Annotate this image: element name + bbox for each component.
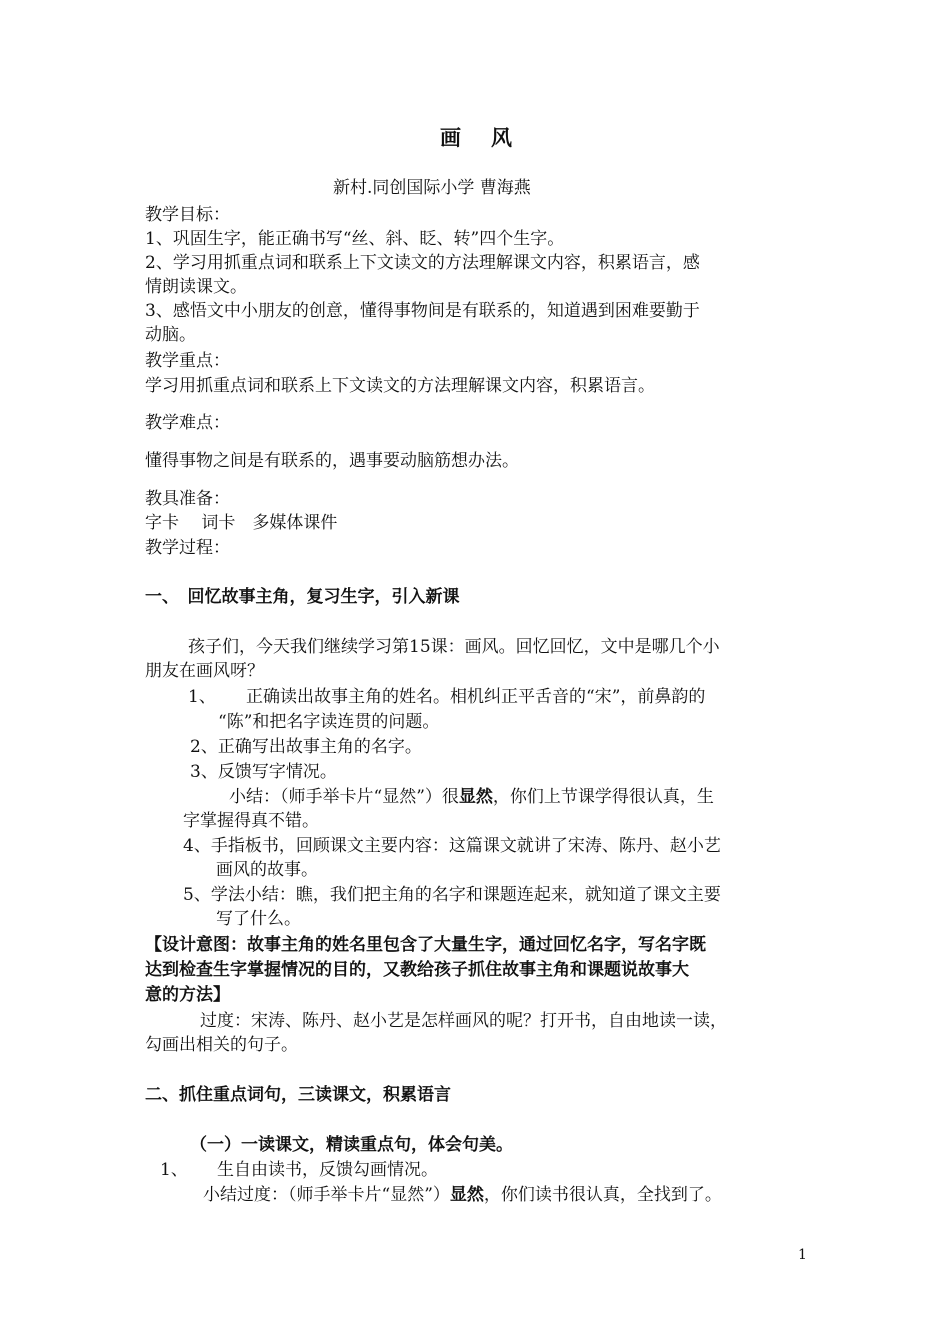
objective-3-line-2: 动脑。 (145, 325, 196, 345)
summary-text-pre: 小结：（师手举卡片“显然”）很 (229, 787, 459, 807)
transition-line-1: 过度：宋涛、陈丹、赵小艺是怎样画风的呢？打开书，自由地读一读， (200, 1011, 727, 1031)
section-1-step-2: 2、正确写出故事主角的名字。 (190, 737, 422, 757)
section-1-summary-line-1 (229, 785, 714, 809)
section-2-step-1: 生自由读书，反馈勾画情况。 (217, 1160, 438, 1180)
objectives-heading: 教学目标： (145, 205, 230, 225)
key-points-text: 学习用抓重点词和联系上下文读文的方法理解课文内容，积累语言。 (145, 376, 655, 396)
materials-heading: 教具准备： (145, 489, 230, 509)
objective-2-line-1: 2、学习用抓重点词和联系上下文读文的方法理解课文内容，积累语言，感 (145, 253, 700, 273)
key-points-heading: 教学重点： (145, 351, 230, 371)
summary-text-post: ，你们上节课学得很认真，生 (492, 787, 714, 807)
objective-1: 1、巩固生字，能正确书写“丝、斜、眨、转”四个生字。 (145, 229, 565, 249)
section-2-summary-post: ，你们读书很认真，全找到了。 (483, 1185, 722, 1205)
section-1-summary-line-2: 字掌握得真不错。 (183, 811, 319, 831)
section-1-step-5-line-2: 写了什么。 (216, 909, 301, 929)
process-heading: 教学过程： (145, 538, 230, 558)
materials-text: 字卡 词卡 多媒体课件 (145, 513, 338, 533)
section-1-intro-line-1: 孩子们，今天我们继续学习第15课：画风。回忆回忆，文中是哪几个小 (188, 637, 720, 657)
objective-2-line-2: 情朗读课文。 (145, 277, 247, 297)
title-char-1: 画 (440, 126, 463, 150)
section-2-heading: 二、抓住重点词句，三读课文，积累语言 (145, 1085, 451, 1105)
title-char-2: 风 (491, 126, 514, 150)
section-1-heading: 一、 回忆故事主角，复习生字，引入新课 (145, 587, 460, 607)
summary-keyword: 显然 (458, 787, 493, 807)
section-1-step-4-line-1: 4、手指板书，回顾课文主要内容：这篇课文就讲了宋涛、陈丹、赵小艺 (183, 836, 721, 856)
section-2-subheading-1: （一）一读课文，精读重点句，体会句美。 (190, 1135, 513, 1155)
section-1-step-3: 3、反馈写字情况。 (190, 762, 337, 782)
transition-line-2: 勾画出相关的句子。 (145, 1035, 298, 1055)
difficulties-heading: 教学难点： (145, 413, 230, 433)
difficulties-text: 懂得事物之间是有联系的，遇事要动脑筋想办法。 (145, 451, 519, 471)
section-1-intro-line-2: 朋友在画风呀？ (145, 661, 264, 681)
section-1-step-5-line-1: 5、学法小结：瞧，我们把主角的名字和课题连起来，就知道了课文主要 (183, 885, 721, 905)
design-intent-line-3: 意的方法】 (145, 985, 230, 1005)
section-2-summary-keyword: 显然 (449, 1185, 484, 1205)
section-1-step-1-line-2: “陈”和把名字读连贯的问题。 (218, 712, 440, 732)
section-2-summary (203, 1183, 722, 1207)
section-2-step-1-number: 1、 (160, 1160, 188, 1180)
section-1-step-4-line-2: 画风的故事。 (216, 860, 318, 880)
section-2-summary-pre: 小结过度：（师手举卡片“显然”） (203, 1185, 450, 1205)
objective-3-line-1: 3、感悟文中小朋友的创意，懂得事物间是有联系的，知道遇到困难要勤于 (145, 301, 700, 321)
author-line: 新村.同创国际小学 曹海燕 (333, 178, 531, 198)
section-1-step-1-line-1: 正确读出故事主角的姓名。相机纠正平舌音的“宋”，前鼻韵的 (246, 687, 706, 707)
page-number: 1 (798, 1247, 807, 1263)
design-intent-line-1: 【设计意图：故事主角的姓名里包含了大量生字，通过回忆名字，写名字既 (145, 935, 706, 955)
design-intent-line-2: 达到检查生字掌握情况的目的，又教给孩子抓住故事主角和课题说故事大 (145, 960, 689, 980)
section-1-step-1-number: 1、 (188, 687, 216, 707)
document-title (440, 126, 514, 150)
